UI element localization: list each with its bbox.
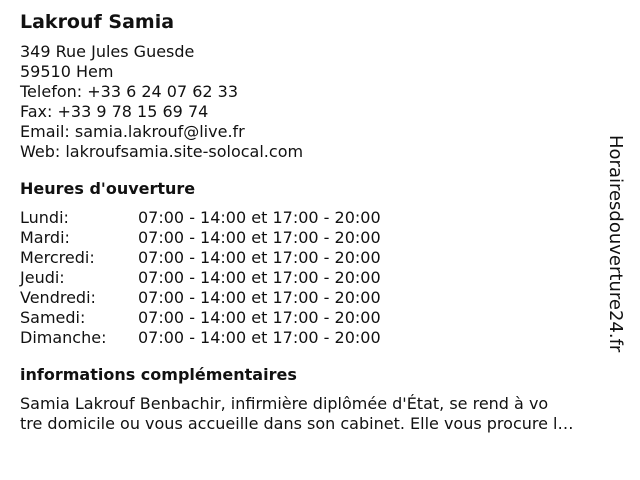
time-range: 07:00 - 14:00 et 17:00 - 20:00 [138, 248, 381, 267]
info-description [20, 394, 620, 434]
hours-table [20, 208, 610, 348]
time-range: 07:00 - 14:00 et 17:00 - 20:00 [138, 288, 381, 307]
hours-row-wednesday [20, 248, 610, 268]
watermark-text: Horairesdouverture24.fr [605, 135, 626, 353]
info-heading: informations complémentaires [20, 365, 297, 384]
day-label: Lundi: [20, 208, 69, 227]
hours-row-tuesday [20, 228, 610, 248]
day-label: Samedi: [20, 308, 86, 327]
time-range: 07:00 - 14:00 et 17:00 - 20:00 [138, 208, 381, 227]
address-city: 59510 Hem [20, 62, 114, 81]
info-line: Samia Lakrouf Benbachir, infirmière diplômée d'État, se rend à vo [20, 394, 549, 413]
time-range: 07:00 - 14:00 et 17:00 - 20:00 [138, 308, 381, 327]
hours-heading: Heures d'ouverture [20, 179, 196, 198]
hours-row-friday [20, 288, 610, 308]
web-line[interactable]: Web: lakroufsamia.site-solocal.com [20, 142, 304, 161]
fax-line: Fax: +33 9 78 15 69 74 [20, 102, 209, 121]
day-label: Vendredi: [20, 288, 96, 307]
hours-row-monday [20, 208, 610, 228]
time-range: 07:00 - 14:00 et 17:00 - 20:00 [138, 268, 381, 287]
hours-row-saturday [20, 308, 610, 328]
day-label: Mardi: [20, 228, 70, 247]
phone-line[interactable]: Telefon: +33 6 24 07 62 33 [20, 82, 239, 101]
email-line[interactable]: Email: samia.lakrouf@live.fr [20, 122, 245, 141]
hours-row-sunday [20, 328, 610, 348]
business-name: Lakrouf Samia [20, 11, 175, 33]
hours-row-thursday [20, 268, 610, 288]
day-label: Jeudi: [20, 268, 65, 287]
business-card [20, 8, 610, 434]
day-label: Dimanche: [20, 328, 107, 347]
time-range: 07:00 - 14:00 et 17:00 - 20:00 [138, 328, 381, 347]
time-range: 07:00 - 14:00 et 17:00 - 20:00 [138, 228, 381, 247]
contact-block [20, 42, 610, 162]
day-label: Mercredi: [20, 248, 95, 267]
info-line: tre domicile ou vous accueille dans son cabinet. Elle vous procure l… [20, 414, 574, 433]
address-street: 349 Rue Jules Guesde [20, 42, 195, 61]
